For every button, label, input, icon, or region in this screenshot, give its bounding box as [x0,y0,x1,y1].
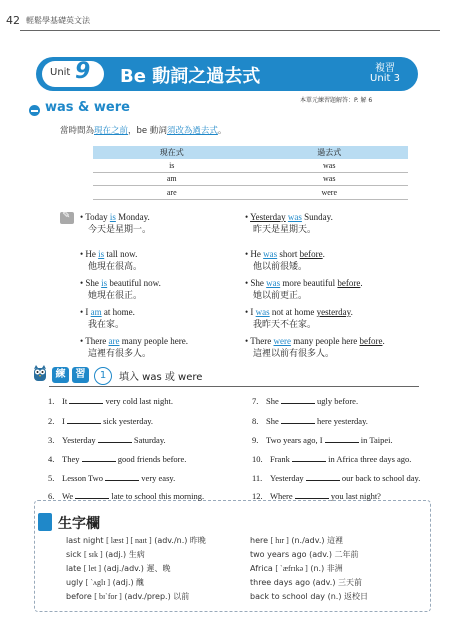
header-divider [20,30,440,31]
book-title: 輕鬆學基礎英文法 [26,16,90,25]
table-row [93,159,408,172]
example-present: • I am at home. 我在家。 [80,307,135,330]
section-title: was & were [45,100,130,115]
vocab-item: ugly [ ˋʌglɪ ] (adj.) 醜 [66,578,145,587]
table-row [93,172,408,186]
table-cell: am [93,172,251,186]
answer-blank[interactable] [67,415,101,424]
question: 2. I sick yesterday. [48,416,154,426]
answer-blank[interactable] [82,453,116,462]
unit-number: 9 [75,59,91,84]
vocabulary-title: 生字欄 [58,516,100,532]
table-header-past: 過去式 [251,146,409,159]
example-present: • She is beautiful now. 她現在很正。 [80,278,161,301]
review-unit: Unit 3 [370,73,400,84]
example-present: • There are many people here. 這裡有很多人。 [80,336,188,359]
unit-title: Be 動詞之過去式 [120,66,261,87]
question: 7. She ugly before. [252,396,359,406]
example-past: • Yesterday was Sunday. 昨天是星期天。 [245,212,333,235]
answer-blank[interactable] [281,415,315,424]
example-past: • I was not at home yesterday. 我昨天不在家。 [245,307,353,330]
example-present: • Today is Monday. 今天是星期一。 [80,212,152,235]
vocab-item: sick [ sɪk ] (adj.) 生病 [66,550,145,559]
example-past: • She was more beautiful before. 她以前更正。 [245,278,363,301]
practice-divider [49,386,419,387]
vocab-item: back to school day (n.) 返校日 [250,592,368,601]
vocab-item: before [ bɪˋfor ] (adv./prep.) 以前 [66,592,190,601]
question: 3. Yesterday Saturday. [48,435,166,445]
answer-blank[interactable] [98,434,132,443]
desc-highlight-1: 現在之前 [94,126,129,136]
question: 1. It very cold last night. [48,396,173,406]
vocab-item: late [ let ] (adj./adv.) 遲、晚 [66,564,171,573]
question: 4. They good friends before. [48,454,187,464]
question: 12. Where you last night? [252,491,381,501]
answer-reference: 本單元練習題解答：P. 解 6 [300,97,373,104]
question: 10. Frank in Africa three days ago. [252,454,412,464]
desc-text: 當時間為 [60,126,95,136]
owl-icon [33,365,47,382]
table-cell: were [251,186,409,200]
answer-blank[interactable] [75,490,109,499]
table-cell: are [93,186,251,200]
desc-text: 。 [217,126,227,136]
review-label: 複習 [375,63,395,74]
practice-number: 1 [94,367,112,385]
desc-text: ，be 動詞 [128,126,167,136]
table-header-present: 現在式 [93,146,251,159]
vocab-item: two years ago (adv.) 二年前 [250,550,359,559]
question: 6. We late to school this morning. [48,491,205,501]
page-number: 42 [6,14,20,27]
section-description [60,124,226,136]
practice-badge-1: 練 [52,367,69,383]
question: 8. She here yesterday. [252,416,368,426]
question: 5. Lesson Two very easy. [48,473,176,483]
practice-title: 填入 was 或 were [119,372,203,383]
tense-table [93,146,408,200]
minus-circle-icon [29,105,40,116]
answer-blank[interactable] [325,434,359,443]
question: 9. Two years ago, I in Taipei. [252,435,393,445]
answer-blank[interactable] [292,453,326,462]
answer-blank[interactable] [306,472,340,481]
bookmark-icon [38,513,52,531]
table-cell: is [93,159,251,172]
vocab-item: three days ago (adv.) 三天前 [250,578,362,587]
question: 11. Yesterday our back to school day. [252,473,421,483]
vocab-item: last night [ læst ] [ naɪt ] (adv./n.) 昨晚 [66,536,206,545]
example-past: • He was short before. 他以前很矮。 [245,249,325,272]
table-cell: was [251,159,409,172]
example-past: • There were many people here before. 這裡以前有很多人。 [245,336,385,359]
unit-label: Unit [50,67,71,78]
table-row [93,186,408,200]
answer-blank[interactable] [281,395,315,404]
answer-blank[interactable] [105,472,139,481]
example-pencil-icon [60,212,74,224]
answer-blank[interactable] [295,490,329,499]
example-present: • He is tall now. 他現在很高。 [80,249,143,272]
practice-badge-2: 習 [72,367,89,383]
desc-highlight-2: 須改為過去式 [166,126,218,136]
vocab-item: here [ hɪr ] (n./adv.) 這裡 [250,536,344,545]
table-cell: was [251,172,409,186]
answer-blank[interactable] [69,395,103,404]
vocab-item: Africa [ ˋæfrɪkə ] (n.) 非洲 [250,564,343,573]
